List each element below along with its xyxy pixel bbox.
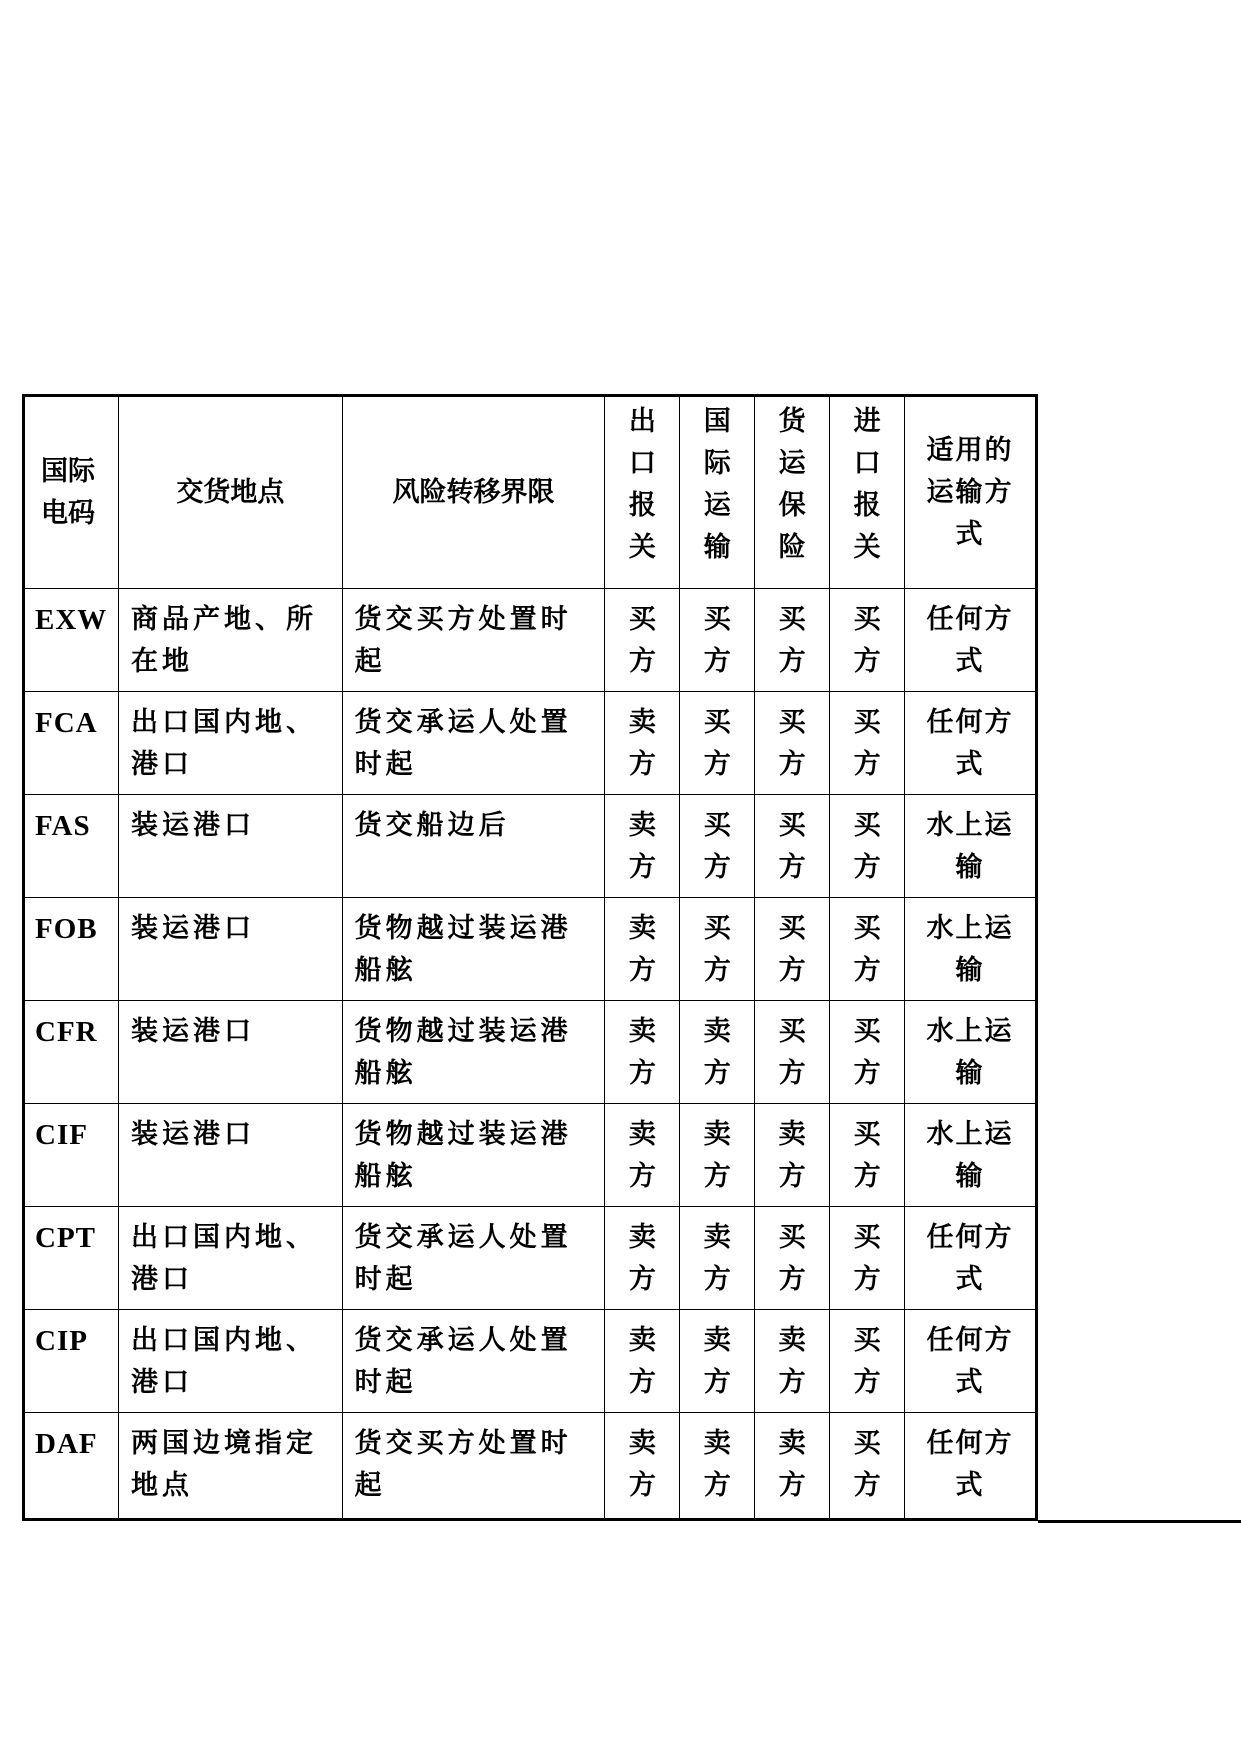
cell-import-clearance-text: 买方	[853, 1325, 881, 1398]
table-row	[24, 692, 1037, 795]
header-mode: 适用的运输方式	[905, 396, 1037, 589]
cell-export-clearance-text: 卖方	[628, 1428, 656, 1501]
cell-insurance-text: 买方	[778, 1222, 806, 1295]
cell-insurance	[755, 1207, 830, 1310]
cell-place: 装运港口	[119, 1104, 343, 1207]
header-import-clearance-text: 进口报关	[853, 406, 881, 563]
cell-import-clearance	[830, 692, 905, 795]
cell-import-clearance-text: 买方	[853, 913, 881, 986]
cell-import-clearance-text: 买方	[853, 1428, 881, 1501]
cell-export-clearance	[605, 898, 680, 1001]
header-import-clearance	[830, 396, 905, 589]
cell-transport	[680, 1310, 755, 1413]
cell-place: 装运港口	[119, 1001, 343, 1104]
cell-transport	[680, 1104, 755, 1207]
cell-risk: 货交承运人处置时起	[342, 692, 605, 795]
cell-import-clearance	[830, 1207, 905, 1310]
header-transport	[680, 396, 755, 589]
cell-export-clearance-text: 卖方	[628, 1325, 656, 1398]
table-header-row	[24, 396, 1037, 589]
cell-transport-text: 买方	[703, 913, 731, 986]
cell-import-clearance-text: 买方	[853, 707, 881, 780]
cell-code: CIP	[24, 1310, 119, 1413]
header-export-clearance	[605, 396, 680, 589]
trailing-rule-line	[1038, 1520, 1241, 1523]
cell-code: CFR	[24, 1001, 119, 1104]
cell-insurance-text: 买方	[778, 604, 806, 677]
cell-import-clearance	[830, 1104, 905, 1207]
cell-insurance	[755, 589, 830, 692]
cell-place: 商品产地、所在地	[119, 589, 343, 692]
cell-transport	[680, 1001, 755, 1104]
cell-export-clearance	[605, 1001, 680, 1104]
cell-insurance-text: 买方	[778, 1016, 806, 1089]
cell-import-clearance	[830, 1310, 905, 1413]
cell-code: FOB	[24, 898, 119, 1001]
table-row	[24, 1001, 1037, 1104]
cell-import-clearance	[830, 1001, 905, 1104]
cell-export-clearance	[605, 692, 680, 795]
cell-export-clearance	[605, 1310, 680, 1413]
cell-place: 出口国内地、港口	[119, 692, 343, 795]
header-place: 交货地点	[119, 396, 343, 589]
cell-mode: 任何方式	[905, 1207, 1037, 1310]
cell-insurance-text: 卖方	[778, 1119, 806, 1192]
cell-transport-text: 卖方	[703, 1428, 731, 1501]
cell-import-clearance	[830, 589, 905, 692]
cell-import-clearance-text: 买方	[853, 1222, 881, 1295]
cell-insurance	[755, 795, 830, 898]
cell-transport-text: 卖方	[703, 1222, 731, 1295]
cell-code: FCA	[24, 692, 119, 795]
table-row	[24, 589, 1037, 692]
cell-insurance	[755, 1001, 830, 1104]
cell-risk: 货交承运人处置时起	[342, 1207, 605, 1310]
header-risk: 风险转移界限	[342, 396, 605, 589]
cell-insurance	[755, 692, 830, 795]
cell-code: DAF	[24, 1413, 119, 1520]
cell-export-clearance-text: 卖方	[628, 1119, 656, 1192]
cell-import-clearance-text: 买方	[853, 604, 881, 677]
cell-import-clearance	[830, 1413, 905, 1520]
cell-transport-text: 买方	[703, 604, 731, 677]
cell-transport	[680, 692, 755, 795]
cell-mode: 水上运输	[905, 1001, 1037, 1104]
cell-transport	[680, 795, 755, 898]
cell-place: 出口国内地、港口	[119, 1207, 343, 1310]
cell-transport	[680, 1207, 755, 1310]
cell-export-clearance-text: 卖方	[628, 707, 656, 780]
cell-export-clearance-text: 买方	[628, 604, 656, 677]
cell-transport	[680, 1413, 755, 1520]
cell-mode: 任何方式	[905, 1310, 1037, 1413]
cell-export-clearance-text: 卖方	[628, 810, 656, 883]
incoterms-table	[22, 394, 1038, 1521]
table-row	[24, 1104, 1037, 1207]
cell-code: FAS	[24, 795, 119, 898]
cell-import-clearance	[830, 795, 905, 898]
cell-risk: 货交船边后	[342, 795, 605, 898]
cell-insurance	[755, 898, 830, 1001]
cell-export-clearance	[605, 795, 680, 898]
cell-export-clearance-text: 卖方	[628, 913, 656, 986]
cell-mode: 任何方式	[905, 1413, 1037, 1520]
cell-insurance	[755, 1413, 830, 1520]
cell-mode: 任何方式	[905, 692, 1037, 795]
cell-code: EXW	[24, 589, 119, 692]
cell-transport	[680, 898, 755, 1001]
cell-place: 两国边境指定地点	[119, 1413, 343, 1520]
cell-export-clearance-text: 卖方	[628, 1016, 656, 1089]
cell-export-clearance	[605, 1104, 680, 1207]
cell-place: 装运港口	[119, 795, 343, 898]
cell-insurance-text: 买方	[778, 810, 806, 883]
header-insurance	[755, 396, 830, 589]
cell-transport-text: 卖方	[703, 1325, 731, 1398]
cell-insurance-text: 买方	[778, 913, 806, 986]
cell-export-clearance-text: 卖方	[628, 1222, 656, 1295]
cell-import-clearance-text: 买方	[853, 810, 881, 883]
cell-export-clearance	[605, 1413, 680, 1520]
header-export-clearance-text: 出口报关	[628, 406, 656, 563]
cell-code: CPT	[24, 1207, 119, 1310]
cell-mode: 水上运输	[905, 898, 1037, 1001]
table-row	[24, 1413, 1037, 1520]
cell-export-clearance	[605, 1207, 680, 1310]
cell-insurance-text: 买方	[778, 707, 806, 780]
cell-transport	[680, 589, 755, 692]
header-transport-text: 国际运输	[703, 406, 731, 563]
cell-insurance	[755, 1104, 830, 1207]
cell-risk: 货物越过装运港船舷	[342, 1104, 605, 1207]
cell-transport-text: 买方	[703, 707, 731, 780]
table-body	[24, 589, 1037, 1520]
cell-risk: 货交承运人处置时起	[342, 1310, 605, 1413]
cell-place: 装运港口	[119, 898, 343, 1001]
cell-insurance	[755, 1310, 830, 1413]
cell-risk: 货交买方处置时起	[342, 589, 605, 692]
cell-risk: 货物越过装运港船舷	[342, 898, 605, 1001]
cell-code: CIF	[24, 1104, 119, 1207]
cell-place: 出口国内地、港口	[119, 1310, 343, 1413]
header-insurance-text: 货运保险	[778, 406, 806, 563]
table-row	[24, 898, 1037, 1001]
cell-risk: 货物越过装运港船舷	[342, 1001, 605, 1104]
cell-export-clearance	[605, 589, 680, 692]
cell-transport-text: 卖方	[703, 1016, 731, 1089]
cell-import-clearance-text: 买方	[853, 1119, 881, 1192]
table-row	[24, 1207, 1037, 1310]
cell-mode: 任何方式	[905, 589, 1037, 692]
cell-transport-text: 卖方	[703, 1119, 731, 1192]
cell-risk: 货交买方处置时起	[342, 1413, 605, 1520]
table-row	[24, 1310, 1037, 1413]
table-row	[24, 795, 1037, 898]
cell-insurance-text: 卖方	[778, 1428, 806, 1501]
header-code: 国际电码	[24, 396, 119, 589]
cell-mode: 水上运输	[905, 795, 1037, 898]
cell-import-clearance	[830, 898, 905, 1001]
cell-import-clearance-text: 买方	[853, 1016, 881, 1089]
cell-insurance-text: 卖方	[778, 1325, 806, 1398]
cell-mode: 水上运输	[905, 1104, 1037, 1207]
cell-transport-text: 买方	[703, 810, 731, 883]
